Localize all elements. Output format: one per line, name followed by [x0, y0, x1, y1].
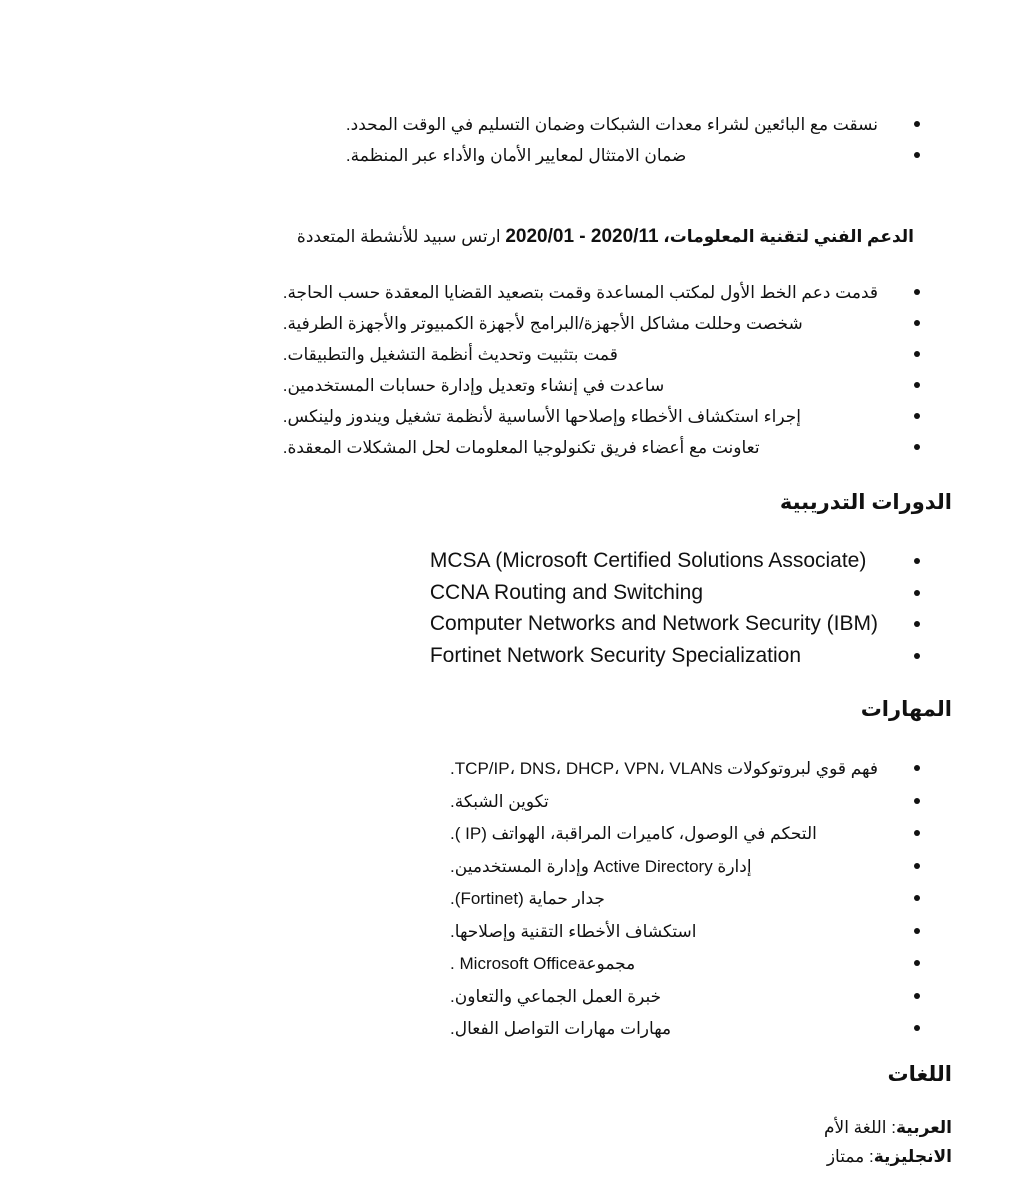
language-row: العربية: اللغة الأم: [824, 1118, 952, 1137]
bullet-icon: [914, 558, 920, 564]
bullet-icon: [914, 798, 920, 804]
list-item: MCSA (Microsoft Certified Solutions Associate): [430, 545, 878, 577]
skills-list: [450, 753, 878, 1046]
list-item: استكشاف الأخطاء التقنية وإصلاحها.: [450, 916, 878, 949]
bullet-icon: [914, 413, 920, 419]
list-item: قدمت دعم الخط الأول لمكتب المساعدة وقمت بتصعيد القضايا المعقدة حسب الحاجة.: [283, 277, 878, 308]
bullet-icon: [914, 895, 920, 901]
skills-section: [861, 697, 952, 722]
bullet-icon: [914, 653, 920, 659]
bullet-icon: [914, 382, 920, 388]
list-item: Fortinet Network Security Specialization: [430, 640, 878, 672]
languages-section: [888, 1062, 953, 1087]
list-item: خبرة العمل الجماعي والتعاون.: [450, 981, 878, 1014]
list-item: CCNA Routing and Switching: [430, 577, 878, 609]
list-item: إدارة Active Directory وإدارة المستخدمين.: [450, 851, 878, 884]
bullet-icon: [914, 830, 920, 836]
bullet-icon: [914, 928, 920, 934]
bullet-icon: [914, 863, 920, 869]
language-level: ممتاز: [826, 1147, 865, 1166]
list-item: قمت بتثبيت وتحديث أنظمة التشغيل والتطبيقات.: [283, 339, 878, 370]
list-item: فهم قوي لبروتوكولات TCP/IP، DNS، DHCP، VPN، VLANs.: [450, 753, 878, 786]
bullet-icon: [914, 121, 920, 127]
list-item: التحكم في الوصول، كاميرات المراقبة، الهواتف (IP ).: [450, 818, 878, 851]
bullet-icon: [914, 289, 920, 295]
languages-list: [824, 1113, 952, 1171]
language-level: اللغة الأم: [824, 1118, 887, 1137]
section-heading-skills: المهارات: [860, 698, 952, 721]
bullet-icon: [914, 993, 920, 999]
bullet-icon: [914, 590, 920, 596]
previous-job-bullets: [346, 109, 878, 171]
list-item: تكوين الشبكة.: [450, 786, 878, 819]
list-item: شخصت وحللت مشاكل الأجهزة/البرامج لأجهزة الكمبيوتر والأجهزة الطرفية.: [283, 308, 878, 339]
bullet-icon: [914, 960, 920, 966]
bullet-icon: [914, 1025, 920, 1031]
bullet-icon: [914, 351, 920, 357]
bullet-icon: [914, 444, 920, 450]
list-item: نسقت مع البائعين لشراء معدات الشبكات وضمان التسليم في الوقت المحدد.: [346, 109, 878, 140]
job-heading: [297, 226, 914, 248]
list-item: جدار حماية (Fortinet).: [450, 883, 878, 916]
list-item: مهارات مهارات التواصل الفعال.: [450, 1013, 878, 1046]
list-item: Computer Networks and Network Security (IBM): [430, 608, 878, 640]
list-item: تعاونت مع أعضاء فريق تكنولوجيا المعلومات لحل المشكلات المعقدة.: [283, 432, 878, 463]
list-item: ساعدت في إنشاء وتعديل وإدارة حسابات المستخدمين.: [283, 370, 878, 401]
list-item: مجموعةMicrosoft Office .: [450, 948, 878, 981]
section-heading-languages: اللغات: [887, 1063, 952, 1086]
courses-section: [780, 490, 952, 515]
list-item: ضمان الامتثال لمعايير الأمان والأداء عبر المنظمة.: [346, 140, 878, 171]
job-dates: 2020/01 - 2020/11: [505, 226, 659, 247]
list-item: إجراء استكشاف الأخطاء وإصلاحها الأساسية لأنظمة تشغيل ويندوز ولينكس.: [283, 401, 878, 432]
job-bullets: [283, 277, 878, 463]
language-row: الانجليزية: ممتاز: [826, 1147, 952, 1166]
language-name: العربية: [895, 1118, 952, 1137]
section-heading-courses: الدورات التدريبية: [779, 491, 952, 514]
job-title: الدعم الفني لتقنية المعلومات،: [663, 227, 914, 246]
bullet-icon: [914, 621, 920, 627]
bullet-icon: [914, 320, 920, 326]
job-company: ارتس سبيد للأنشطة المتعددة: [296, 227, 501, 246]
certifications-list: [430, 545, 878, 671]
bullet-icon: [914, 765, 920, 771]
language-name: الانجليزية: [873, 1147, 952, 1166]
bullet-icon: [914, 152, 920, 158]
